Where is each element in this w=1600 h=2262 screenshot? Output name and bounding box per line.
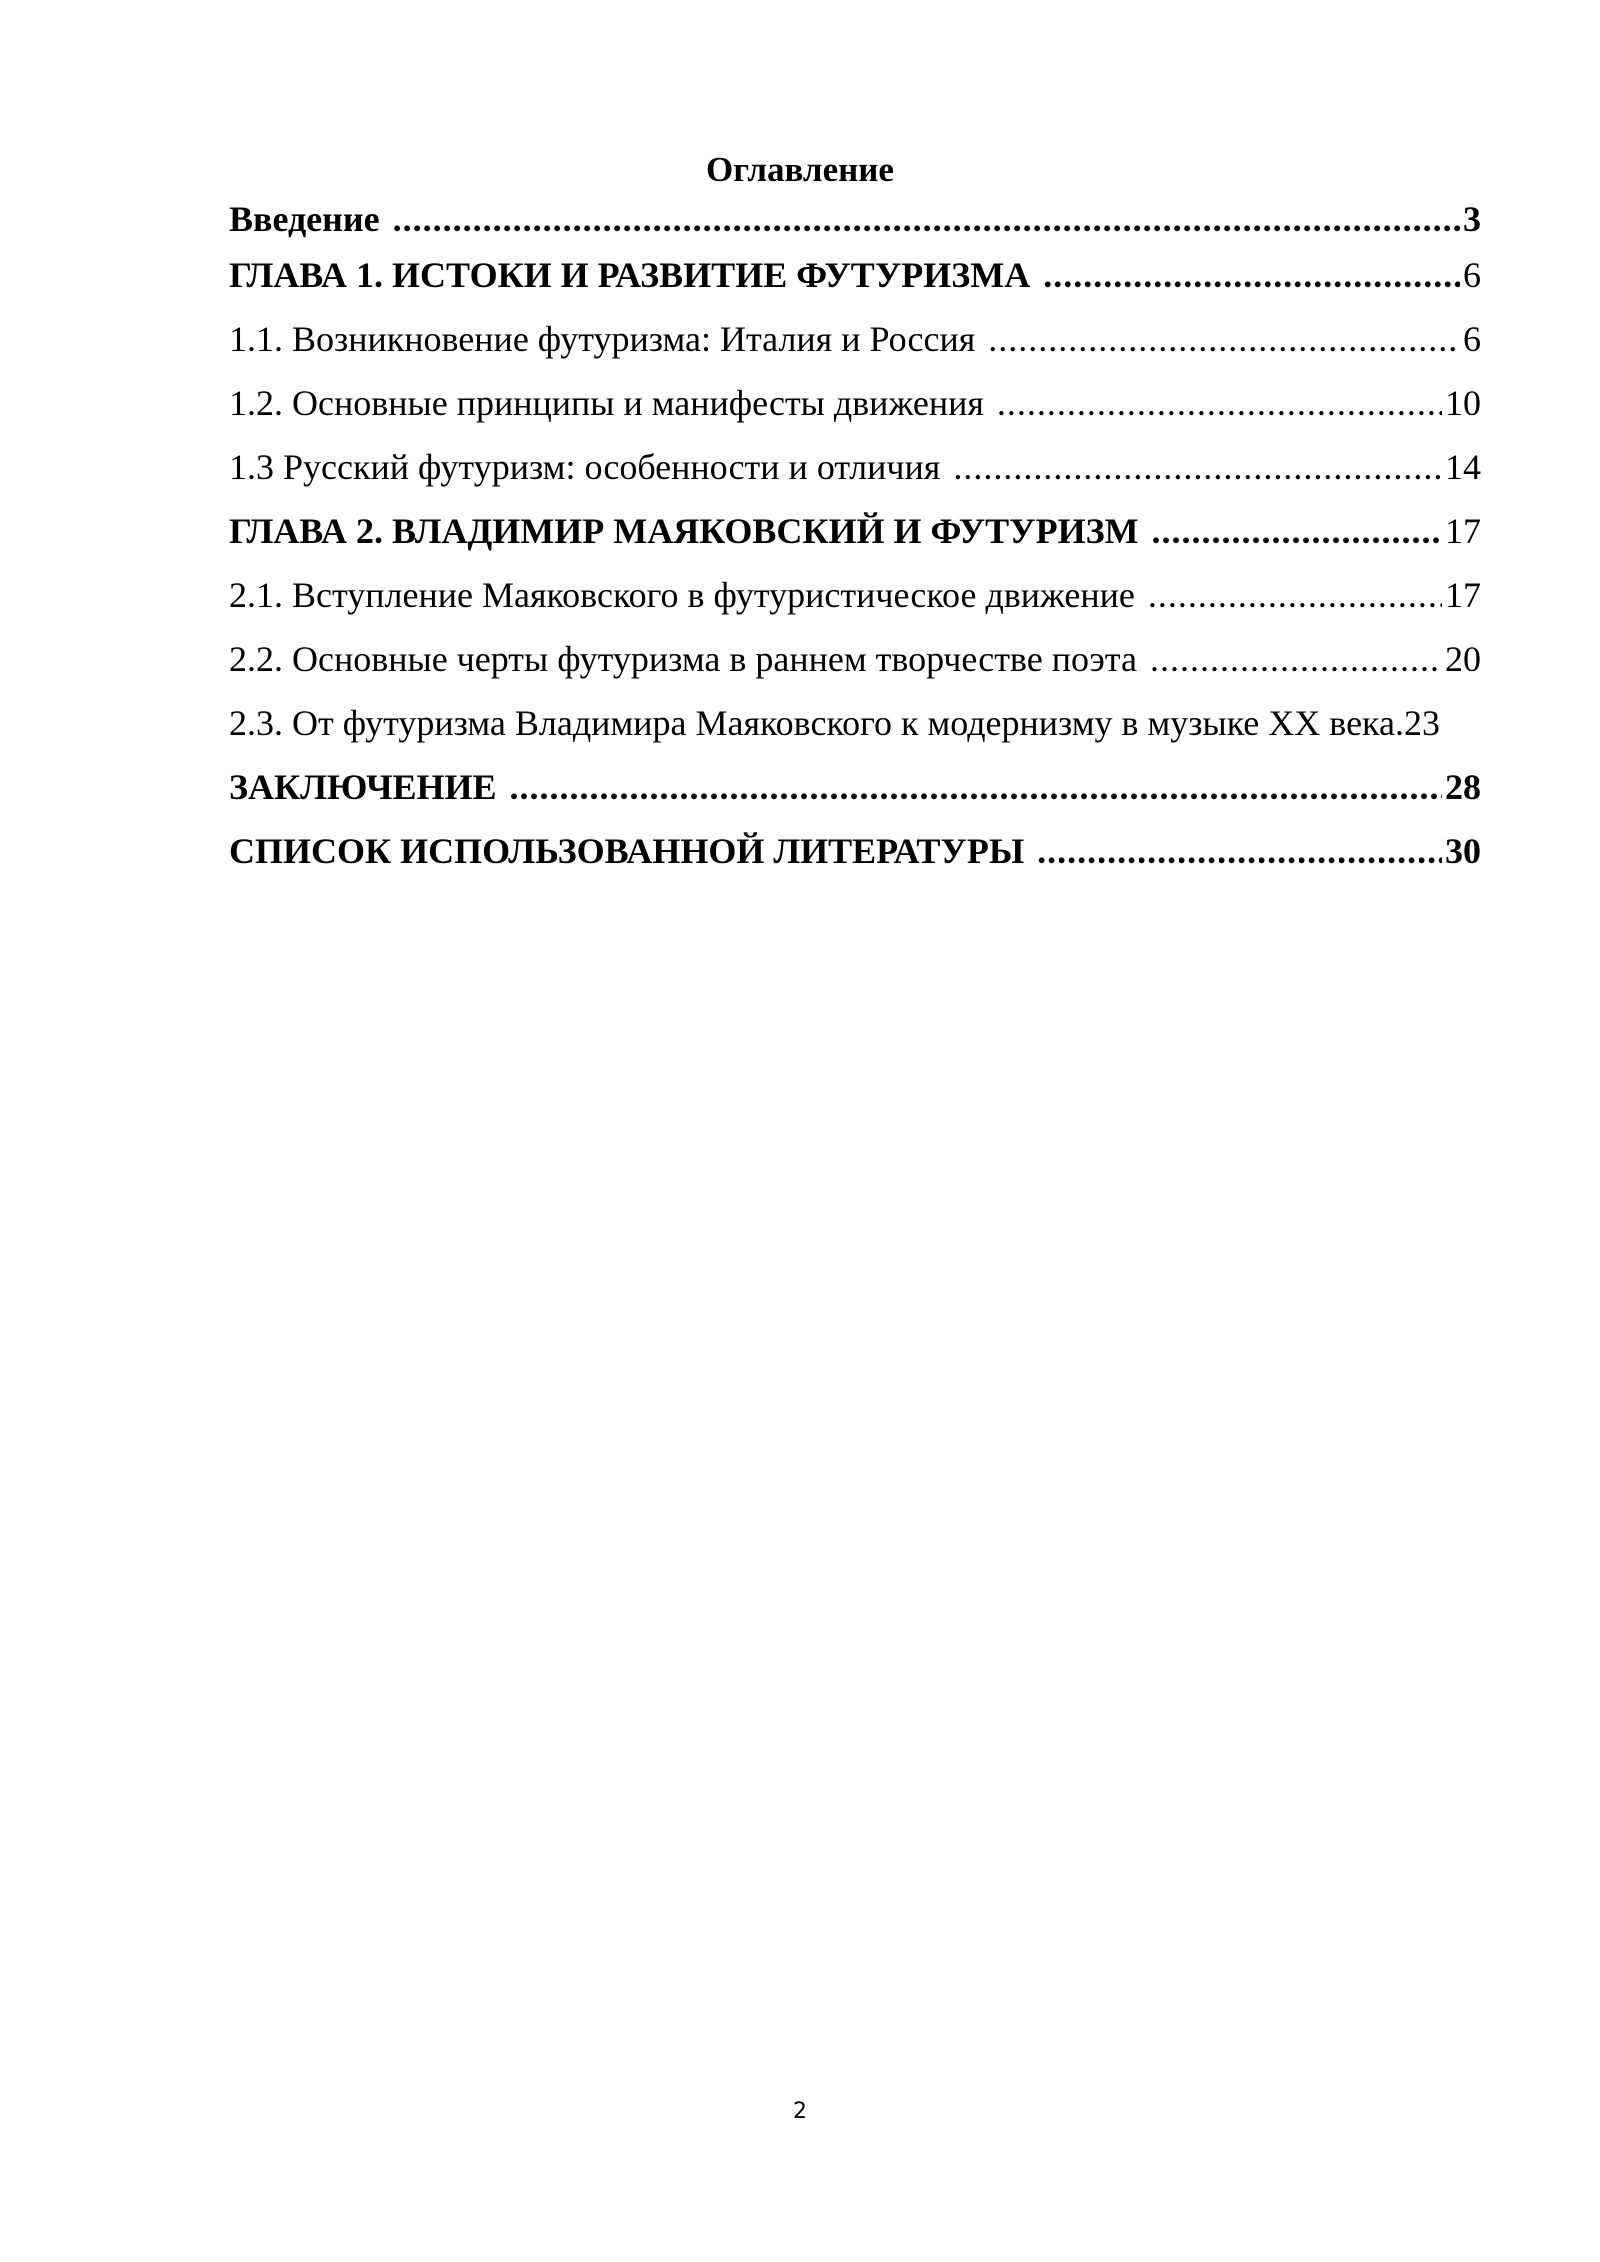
table-of-contents xyxy=(229,195,1481,883)
toc-entry-label: ГЛАВА 1. ИСТОКИ И РАЗВИТИЕ ФУТУРИЗМА xyxy=(229,255,1033,295)
toc-entry-page-number: 3 xyxy=(1460,195,1481,243)
toc-entry-page-number: 10 xyxy=(1442,371,1481,435)
toc-entry-conclusion[interactable] xyxy=(229,755,1481,819)
toc-title: Оглавление xyxy=(706,150,894,189)
toc-entry-label: Введение xyxy=(229,199,383,239)
toc-entry-chapter-2[interactable] xyxy=(229,499,1481,563)
toc-entry-page-number: 6 xyxy=(1460,307,1481,371)
toc-entry-page-number: 17 xyxy=(1442,563,1481,627)
toc-entry-label: 1.2. Основные принципы и манифесты движения xyxy=(229,383,987,423)
toc-entry-page-number: 6 xyxy=(1460,243,1481,307)
toc-entry-page-number: 23 xyxy=(1403,703,1440,743)
toc-entry-section-1-3[interactable] xyxy=(229,435,1481,499)
toc-entry-section-1-1[interactable] xyxy=(229,307,1481,371)
toc-entry-section-1-2[interactable] xyxy=(229,371,1481,435)
toc-entry-label: ГЛАВА 2. ВЛАДИМИР МАЯКОВСКИЙ И ФУТУРИЗМ xyxy=(229,511,1142,551)
toc-entry-label: СПИСОК ИСПОЛЬЗОВАННОЙ ЛИТЕРАТУРЫ xyxy=(229,831,1027,871)
toc-entry-page-number: 20 xyxy=(1442,627,1481,691)
toc-entry-label: 2.1. Вступление Маяковского в футуристическое движение xyxy=(229,575,1138,615)
toc-entry-label: 1.1. Возникновение футуризма: Италия и Россия xyxy=(229,319,978,359)
toc-entry-section-2-2[interactable] xyxy=(229,627,1481,691)
toc-entry-introduction[interactable] xyxy=(229,195,1481,243)
toc-entry-chapter-1[interactable] xyxy=(229,243,1481,307)
toc-entry-page-number: 30 xyxy=(1442,819,1481,883)
page-number: 2 xyxy=(793,2099,807,2124)
toc-entry-label: ЗАКЛЮЧЕНИЕ xyxy=(229,767,500,807)
toc-entry-page-number: 17 xyxy=(1442,499,1481,563)
toc-entry-label: 2.2. Основные черты футуризма в раннем творчестве поэта xyxy=(229,639,1140,679)
toc-entry-label: 2.3. От футуризма Владимира Маяковского к модернизму в музыке XX века. xyxy=(229,703,1404,743)
toc-entry-page-number: 28 xyxy=(1442,755,1481,819)
toc-entry-section-2-1[interactable] xyxy=(229,563,1481,627)
toc-entry-section-2-3[interactable] xyxy=(229,691,1481,755)
toc-entry-page-number: 14 xyxy=(1442,435,1481,499)
toc-entry-bibliography[interactable] xyxy=(229,819,1481,883)
toc-entry-label: 1.3 Русский футуризм: особенности и отличия xyxy=(229,447,943,487)
